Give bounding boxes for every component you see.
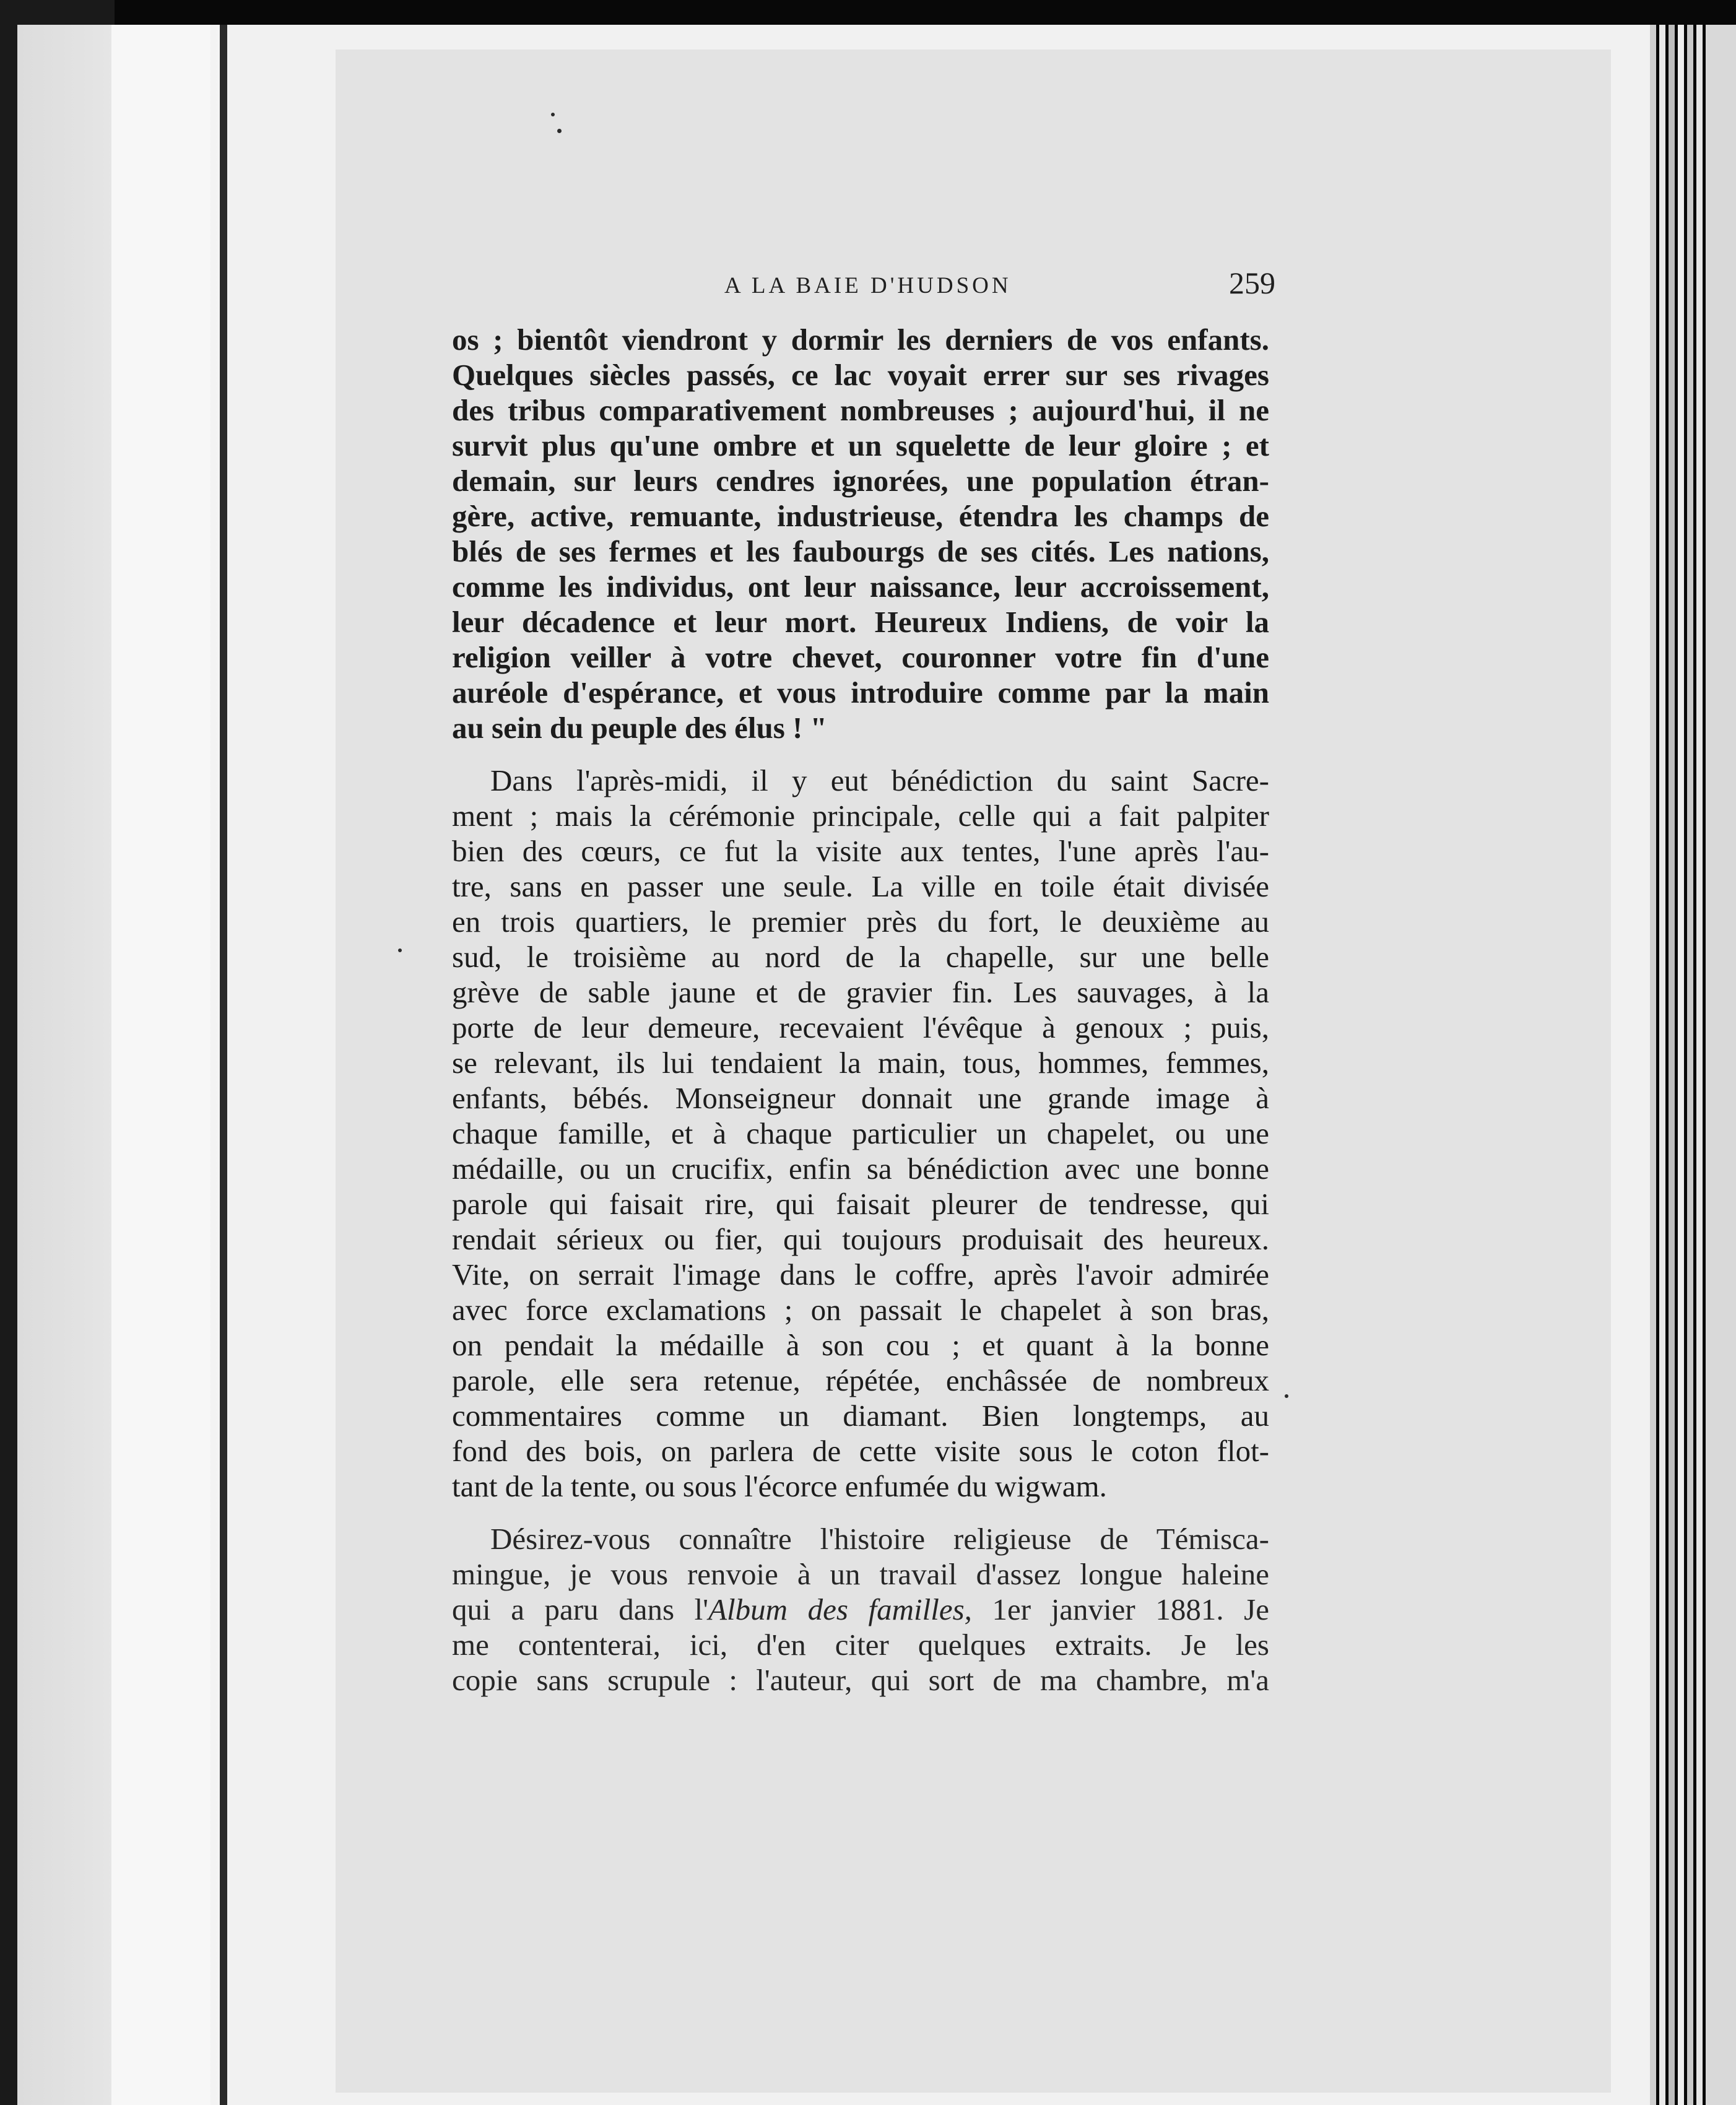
paragraph-religious-history xyxy=(452,1521,1269,1698)
text-line: en trois quartiers, le premier près du fort, le deuxième au xyxy=(452,905,1269,939)
text-line: on pendait la médaille à son cou ; et quant à la bonne xyxy=(452,1328,1269,1362)
text-line: fond des bois, on parlera de cette visite sous le coton flot- xyxy=(452,1434,1269,1468)
text-line: tre, sans en passer une seule. La ville en toile était divisée xyxy=(452,869,1269,903)
text-line: des tribus comparativement nombreuses ; aujourd'hui, il ne xyxy=(452,393,1269,427)
text-line: chaque famille, et à chaque particulier un chapelet, ou une xyxy=(452,1116,1269,1150)
text-line: grève de sable jaune et de gravier fin. Les sauvages, à la xyxy=(452,975,1269,1009)
page-edge xyxy=(1659,25,1665,2105)
text-line: survit plus qu'une ombre et un squelette de leur gloire ; et xyxy=(452,428,1269,462)
page-edge xyxy=(1669,25,1675,2105)
text-line: os ; bientôt viendront y dormir les derniers de vos enfants. xyxy=(452,323,1269,357)
text-line: blés de ses fermes et les faubourgs de ses cités. Les nations, xyxy=(452,534,1269,568)
text-line: bien des cœurs, ce fut la visite aux tentes, l'une après l'au- xyxy=(452,834,1269,868)
text-line: tant de la tente, ou sous l'écorce enfumée du wigwam. xyxy=(452,1469,1107,1503)
scan-speck xyxy=(398,948,402,952)
paragraph-gap xyxy=(452,745,1269,763)
book-gutter xyxy=(220,25,227,2105)
text-line: sud, le troisième au nord de la chapelle, sur une belle xyxy=(452,940,1269,974)
page-number: 259 xyxy=(1229,266,1275,300)
text-segment: 1er janvier 1881. Je xyxy=(971,1592,1269,1626)
text-line: me contenterai, ici, d'en citer quelques extraits. Je les xyxy=(452,1628,1269,1662)
text-line: parole, elle sera retenue, répétée, enchâssée de nombreux xyxy=(452,1363,1269,1397)
page-edge xyxy=(1706,25,1736,2105)
page-edge xyxy=(1650,25,1656,2105)
running-header: A LA BAIE D'HUDSON xyxy=(724,273,1012,298)
text-line: demain, sur leurs cendres ignorées, une population étran- xyxy=(452,464,1269,498)
page-edge xyxy=(1696,25,1703,2105)
text-line: gère, active, remuante, industrieuse, étendra les champs de xyxy=(452,499,1269,533)
text-line xyxy=(452,1592,1269,1627)
body-text xyxy=(452,322,1269,1698)
text-line: se relevant, ils lui tendaient la main, tous, hommes, femmes, xyxy=(452,1046,1269,1080)
text-line: parole qui faisait rire, qui faisait pleurer de tendresse, qui xyxy=(452,1187,1269,1221)
text-line: ment ; mais la cérémonie principale, celle qui a fait palpiter xyxy=(452,799,1269,833)
scan-speck xyxy=(551,113,555,116)
text-line: religion veiller à votre chevet, couronner votre fin d'une xyxy=(452,640,1269,674)
text-line: au sein du peuple des élus ! " xyxy=(452,711,827,745)
scan-speck xyxy=(557,129,562,133)
text-line: Vite, on serrait l'image dans le coffre, après l'avoir admirée xyxy=(452,1257,1269,1291)
paragraph-gap xyxy=(452,1504,1269,1521)
text-line: avec force exclamations ; on passait le chapelet à son bras, xyxy=(452,1293,1269,1327)
text-line: enfants, bébés. Monseigneur donnait une grande image à xyxy=(452,1081,1269,1115)
text-line: commentaires comme un diamant. Bien longtemps, au xyxy=(452,1399,1269,1433)
text-line: copie sans scrupule : l'auteur, qui sort de ma chambre, m'a xyxy=(452,1663,1269,1697)
text-line: comme les individus, ont leur naissance, leur accroissement, xyxy=(452,570,1269,604)
text-line: auréole d'espérance, et vous introduire comme par la main xyxy=(452,675,1269,710)
text-line: leur décadence et leur mort. Heureux Indiens, de voir la xyxy=(452,605,1269,639)
text-line: Quelques siècles passés, ce lac voyait errer sur ses rivages xyxy=(452,358,1269,392)
text-line: mingue, je vous renvoie à un travail d'assez longue haleine xyxy=(452,1557,1269,1591)
text-line: rendait sérieux ou fier, qui toujours produisait des heureux. xyxy=(452,1222,1269,1256)
text-segment: qui a paru dans l' xyxy=(452,1592,709,1626)
scan-speck xyxy=(1285,1394,1288,1398)
text-line: Désirez-vous connaître l'histoire religieuse de Témisca- xyxy=(490,1522,1269,1556)
text-line: médaille, ou un crucifix, enfin sa bénédiction avec une bonne xyxy=(452,1152,1269,1186)
page-edge xyxy=(1678,25,1684,2105)
publication-title: Album des familles, xyxy=(708,1592,972,1626)
paragraph-tent-visit xyxy=(452,763,1269,1504)
paragraph-quote-end xyxy=(452,322,1269,745)
page-edge xyxy=(1687,25,1693,2105)
text-line: Dans l'après-midi, il y eut bénédiction du saint Sacre- xyxy=(490,763,1269,797)
facing-page-margin xyxy=(111,25,210,2105)
text-line: porte de leur demeure, recevaient l'évêque à genoux ; puis, xyxy=(452,1010,1269,1044)
